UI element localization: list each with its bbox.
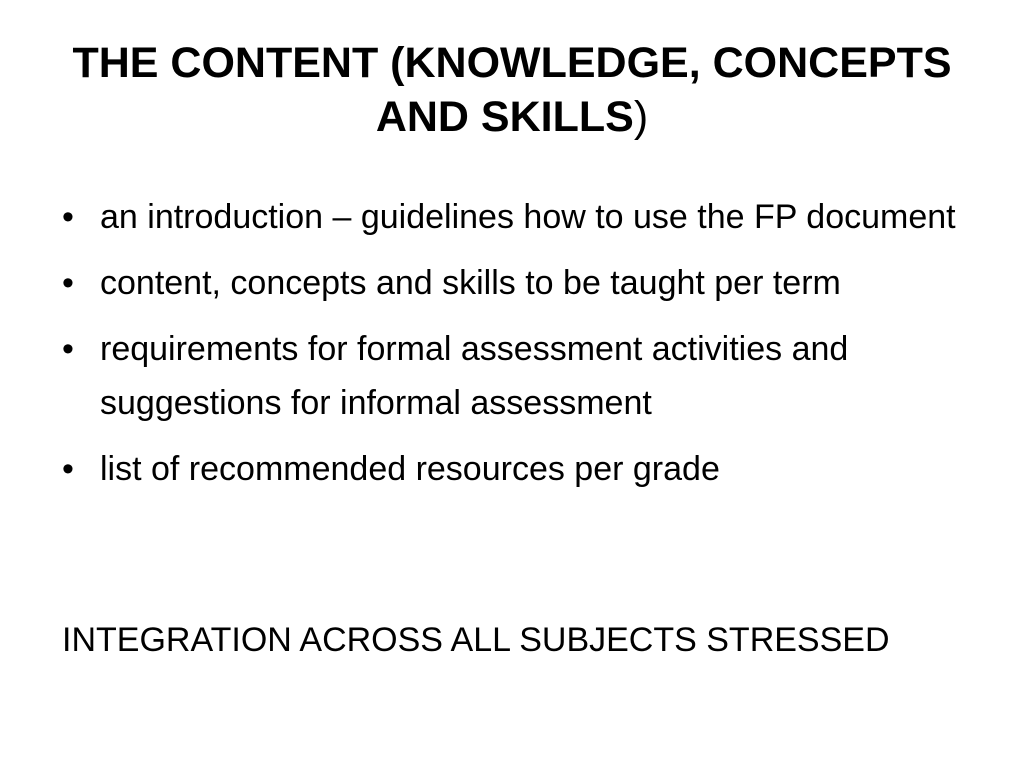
slide-title-text: THE CONTENT (KNOWLEDGE, CONCEPTS AND SKILLS [72, 39, 952, 141]
bullet-text: an introduction – guidelines how to use the FP document [100, 198, 956, 236]
slide-title [62, 36, 962, 144]
bullet-marker: • [62, 450, 74, 488]
bullet-marker: • [62, 198, 74, 236]
bullet-list [62, 190, 972, 508]
bullet-item [62, 256, 972, 310]
bullet-item [62, 322, 972, 430]
bullet-marker: • [62, 330, 74, 368]
bullet-text: requirements for formal assessment activities and suggestions for informal assessment [100, 330, 849, 422]
integration-statement: INTEGRATION ACROSS ALL SUBJECTS STRESSED [62, 621, 890, 659]
bullet-item [62, 442, 972, 496]
bullet-text: content, concepts and skills to be taught per term [100, 264, 841, 302]
bullet-marker: • [62, 264, 74, 302]
bullet-text: list of recommended resources per grade [100, 450, 720, 488]
slide-title-closing-paren: ) [633, 93, 649, 141]
bullet-item [62, 190, 972, 244]
